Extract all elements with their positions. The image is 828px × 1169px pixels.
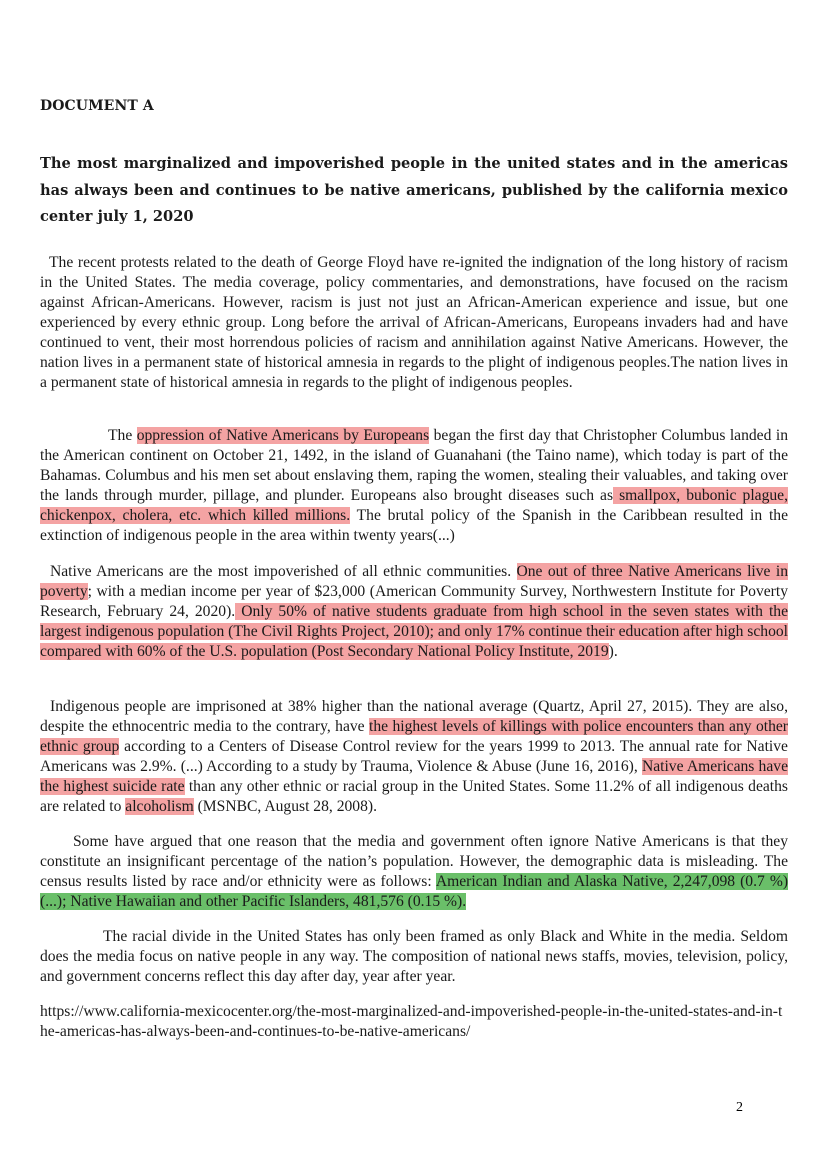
document-label: DOCUMENT A [40,98,154,114]
text-span: according to a Centers of Disease Control review for the years 1999 to 2013. The annual rate for Native Americans was 2.9%. (...) According to a study by Trauma, Violence & Abuse (June 16, 2016), [40,738,788,775]
page-number: 2 [736,1100,743,1115]
highlight-red: alcoholism [125,798,194,815]
highlight-red: the highest levels of killings with police encounters than any other ethnic group [40,718,788,755]
text-span: The brutal policy of the Spanish in the Caribbean resulted in the extinction of indigenous people in the area within twenty years(...) [40,507,788,544]
text-span: Indigenous people are imprisoned at 38% higher than the national average (Quartz, April 27, 2015). They are also, despite the ethnocentric media to the contrary, have [40,698,788,735]
paragraph-4 [40,697,788,817]
text-span: ). [608,643,618,660]
text-span: (MSNBC, August 28, 2008). [193,798,377,815]
paragraph-5 [40,832,788,912]
text-span: began the first day that Christopher Columbus landed in the American continent on October 21, 1492, in the island of Guanahani (the Taino name), which today is part of the Bahamas. Columbus and his men set about enslaving them, raping the women, stealing their valuables, and taking over the lands through murder, pillage, and plunder. Europeans also brought diseases such as [40,427,788,504]
highlight-red: One out of three Native Americans live in poverty [40,563,788,600]
source-url[interactable]: https://www.california-mexicocenter.org/the-most-marginalized-and-impoverished-people-in-the-united-states-and-in-the-americas-has-always-been-and-continues-to-be-native-americans/ [40,1003,783,1040]
highlight-red: oppression of Native Americans by Europeans [136,427,430,444]
text-span: ; with a median income per year of $23,000 (American Community Survey, Northwestern Institute for Poverty Research, February 24, 2020). [40,583,788,620]
paragraph-6: The racial divide in the United States has only been framed as only Black and White in the media. Seldom does the media focus on native people in any way. The composition of national news staffs, movies, television, policy, and government concerns reflect this day after day, year after year. [40,928,788,985]
paragraph-1: The recent protests related to the death of George Floyd have re-ignited the indignation of the long history of racism in the United States. The media coverage, policy commentaries, and demonstrations, have focused on the racism against African-Americans. However, racism is just not just an African-American experience and issue, but one experienced by every ethnic group. Long before the arrival of African-Americans, Europeans invaders had and have continued to vent, their most horrendous policies of racism and annihilation against Native Americans. However, the nation lives in a permanent state of historical amnesia in regards to the plight of indigenous peoples.The nation lives in a permanent state of historical amnesia in regards to the plight of indigenous peoples. [40,254,788,391]
paragraph-2 [40,426,788,546]
highlight-red: Native Americans have the highest suicide rate [40,758,788,795]
highlight-red: smallpox, bubonic plague, chickenpox, cholera, etc. which killed millions. [40,487,788,524]
text-span: than any other ethnic or racial group in the United States. Some 11.2% of all indigenous deaths are related to [40,778,788,815]
text-span: The [108,427,137,444]
highlight-green: American Indian and Alaska Native, 2,247,098 (0.7 %) (...); Native Hawaiian and other Pacific Islanders, 481,576 (0.15 %). [40,873,789,910]
highlight-red: Only 50% of native students graduate from high school in the seven states with the largest indigenous population (The Civil Rights Project, 2010); and only 17% continue their education after high school compared with 60% of the U.S. population (Post Secondary National Policy Institute, 2019 [40,603,788,660]
paragraph-3 [40,562,788,662]
text-span: Some have argued that one reason that the media and government often ignore Native Americans is that they constitute an insignificant percentage of the nation’s population. However, the demographic data is misleading. The census results listed by race and/or ethnicity were as follows: [40,833,788,890]
text-span: Native Americans are the most impoverished of all ethnic communities. [50,563,517,580]
document-title: The most marginalized and impoverished people in the united states and in the americas has always been and continues to be native americans, published by the california mexico center july 1, 2020 [40,155,788,225]
